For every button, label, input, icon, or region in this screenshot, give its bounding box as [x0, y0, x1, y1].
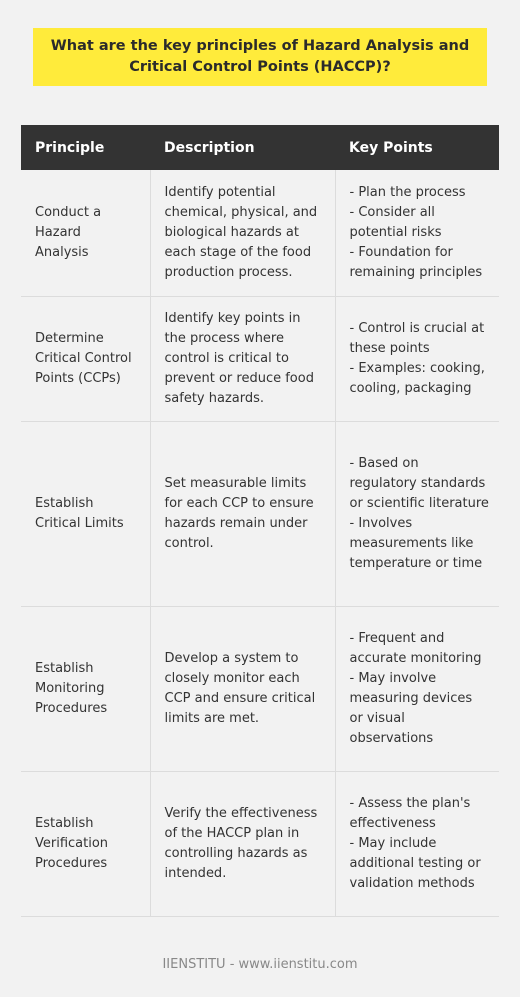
key-points-cell: [335, 606, 499, 771]
description-cell: Identify potential chemical, physical, and biological hazards at each stage of the food production process.: [150, 170, 335, 296]
header-description: Description: [150, 125, 335, 170]
table-row: [21, 771, 499, 916]
description-cell: Develop a system to closely monitor each CCP and ensure critical limits are met.: [150, 606, 335, 771]
description-cell: Set measurable limits for each CCP to ensure hazards remain under control.: [150, 421, 335, 606]
haccp-table: [21, 125, 499, 917]
key-points-cell: [335, 296, 499, 421]
header-principle: Principle: [21, 125, 150, 170]
table-row: [21, 421, 499, 606]
key-point: - Plan the process: [349, 184, 466, 200]
key-point: - Control is crucial at these points: [349, 320, 485, 356]
title-banner: [33, 28, 487, 86]
page-title: What are the key principles of Hazard Analysis and Critical Control Points (HACCP)?: [50, 38, 470, 75]
key-point: - Based on regulatory standards or scientific literature: [349, 455, 489, 511]
key-point: - May include additional testing or validation methods: [349, 835, 481, 891]
description-cell: Identify key points in the process where control is critical to prevent or reduce food safety hazards.: [150, 296, 335, 421]
key-point: - Frequent and accurate monitoring: [349, 630, 482, 666]
principle-cell: Conduct a Hazard Analysis: [21, 170, 150, 296]
key-point: - May involve measuring devices or visual observations: [349, 670, 473, 746]
footer-credit: IIENSTITU - www.iienstitu.com: [162, 957, 358, 972]
principle-cell: Determine Critical Control Points (CCPs): [21, 296, 150, 421]
principle-cell: Establish Monitoring Procedures: [21, 606, 150, 771]
key-points-cell: [335, 771, 499, 916]
key-points-cell: [335, 421, 499, 606]
table-row: [21, 170, 499, 296]
key-point: - Examples: cooking, cooling, packaging: [349, 360, 485, 396]
table-header-row: [21, 125, 499, 170]
principle-cell: Establish Verification Procedures: [21, 771, 150, 916]
description-cell: Verify the effectiveness of the HACCP plan in controlling hazards as intended.: [150, 771, 335, 916]
table-row: [21, 606, 499, 771]
key-point: - Assess the plan's effectiveness: [349, 795, 471, 831]
table-row: [21, 296, 499, 421]
key-points-cell: [335, 170, 499, 296]
header-key-points: Key Points: [335, 125, 499, 170]
key-point: - Foundation for remaining principles: [349, 244, 483, 280]
key-point: - Consider all potential risks: [349, 204, 442, 240]
key-point: - Involves measurements like temperature or time: [349, 515, 483, 571]
principle-cell: Establish Critical Limits: [21, 421, 150, 606]
